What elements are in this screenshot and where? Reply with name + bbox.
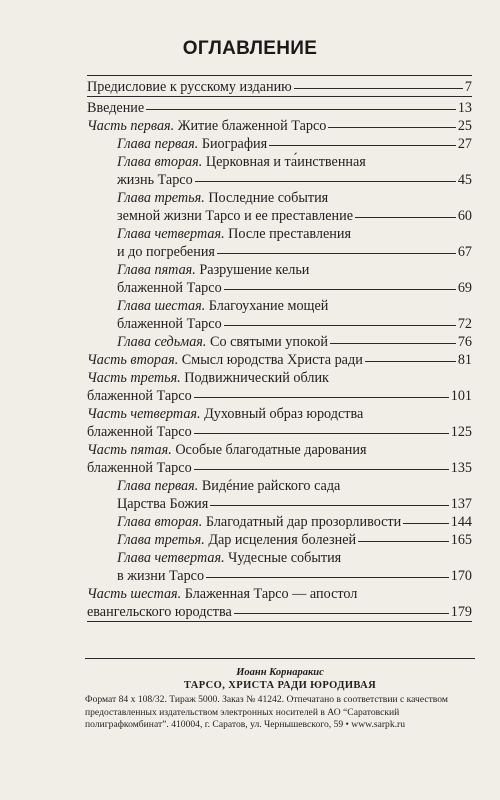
entry-label: Часть пятая. bbox=[87, 442, 172, 458]
page-title: ОГЛАВЛЕНИЕ bbox=[182, 38, 318, 59]
dot-leader bbox=[358, 541, 449, 542]
entry-page: 135 bbox=[450, 460, 472, 476]
entry-label: Глава пятая. bbox=[117, 262, 196, 278]
dot-leader bbox=[403, 523, 448, 524]
toc-entry: Глава шестая. Благоухание мощей блаженной Тарсо 72 bbox=[117, 298, 472, 332]
entry-label: Глава шестая. bbox=[117, 298, 206, 314]
entry-label: Глава третья. bbox=[117, 532, 205, 548]
toc-entry bbox=[87, 117, 472, 135]
imprint-details: Формат 84 х 108/32. Тираж 5000. Заказ № 41242. Отпечатано в соответствии с качеством предоставленных издательством электронных носителей в АО “Саратовский полиграфкомбинат”. 410004, г. Саратов, ул. Чернышевского, 59 • www.sarpk.ru bbox=[85, 694, 448, 730]
entry-page: 60 bbox=[457, 208, 472, 224]
toc-entry bbox=[87, 513, 472, 531]
imprint-book-title: ТАРСО, ХРИСТА РАДИ ЮРОДИВАЯ bbox=[183, 680, 377, 691]
dot-leader bbox=[328, 127, 455, 128]
dot-leader bbox=[294, 88, 463, 89]
entry-title: Предисловие к русскому изданию bbox=[87, 79, 292, 95]
toc-entry bbox=[87, 75, 472, 96]
dot-leader bbox=[206, 577, 449, 578]
toc-entry: Глава вторая. Церковная и та́инственная жизнь Тарсо 45 bbox=[117, 154, 472, 188]
toc-entry: Глава четвертая. Чудесные события в жизни Тарсо 170 bbox=[117, 550, 472, 584]
entry-label: Глава четвертая. bbox=[117, 226, 225, 242]
toc-entry bbox=[87, 351, 472, 369]
imprint-block bbox=[85, 658, 475, 732]
toc-entry bbox=[87, 333, 472, 351]
toc-entry: Глава четвертая. После преставления и до погребения 67 bbox=[117, 226, 472, 260]
entry-label: Глава вторая. bbox=[117, 154, 203, 170]
entry-page: 101 bbox=[450, 388, 472, 404]
toc-entry: Глава третья. Последние события земной жизни Тарсо и ее преставление 60 bbox=[117, 190, 472, 224]
entry-page: 69 bbox=[457, 280, 472, 296]
toc-entry bbox=[87, 531, 472, 549]
entry-page: 125 bbox=[450, 424, 472, 440]
table-of-contents bbox=[87, 75, 472, 622]
entry-page: 165 bbox=[450, 532, 472, 548]
entry-title: Биография bbox=[201, 136, 268, 152]
dot-leader bbox=[224, 289, 456, 290]
entry-page: 81 bbox=[457, 352, 472, 368]
entry-title: Введение bbox=[87, 100, 145, 116]
dot-leader bbox=[195, 181, 456, 182]
toc-entry: Глава пятая. Разрушение кельи блаженной Тарсо 69 bbox=[117, 262, 472, 296]
toc-entry: Часть третья. Подвижнический облик блаженной Тарсо 101 bbox=[87, 370, 472, 404]
toc-entry: Часть четвертая. Духовный образ юродства блаженной Тарсо 125 bbox=[87, 406, 472, 440]
entry-page: 67 bbox=[457, 244, 472, 260]
entry-page: 7 bbox=[464, 79, 472, 95]
toc-entry bbox=[87, 135, 472, 153]
entry-title: Дар исцеления болезней bbox=[208, 532, 357, 548]
entry-label: Глава вторая. bbox=[117, 514, 203, 530]
entry-page: 170 bbox=[450, 568, 472, 584]
dot-leader bbox=[217, 253, 456, 254]
entry-page: 76 bbox=[457, 334, 472, 350]
entry-page: 137 bbox=[450, 496, 472, 512]
entry-title: Смысл юродства Христа ради bbox=[181, 352, 363, 368]
entry-label: Часть третья. bbox=[87, 370, 181, 386]
entry-page: 179 bbox=[450, 604, 472, 620]
imprint-author: Иоанн Корнаракис bbox=[236, 667, 324, 678]
entry-page: 13 bbox=[457, 100, 472, 116]
entry-label: Глава первая. bbox=[117, 136, 199, 152]
toc-entry: Часть шестая. Блаженная Тарсо — апостол евангельского юродства 179 bbox=[87, 586, 472, 620]
dot-leader bbox=[194, 469, 449, 470]
toc-entry: Часть пятая. Особые благодатные дарования блаженной Тарсо 135 bbox=[87, 442, 472, 476]
entry-label: Глава первая. bbox=[117, 478, 199, 494]
dot-leader bbox=[210, 505, 448, 506]
dot-leader bbox=[194, 397, 449, 398]
entry-label: Часть шестая. bbox=[87, 586, 182, 602]
entry-label: Часть четвертая. bbox=[87, 406, 201, 422]
entry-label: Глава седьмая. bbox=[117, 334, 207, 350]
entry-page: 25 bbox=[457, 118, 472, 134]
entry-label: Часть первая. bbox=[87, 118, 175, 134]
dot-leader bbox=[355, 217, 456, 218]
entry-label: Часть вторая. bbox=[87, 352, 179, 368]
entry-page: 144 bbox=[450, 514, 472, 530]
entry-title: Благодатный дар прозорливости bbox=[205, 514, 402, 530]
entry-label: Глава третья. bbox=[117, 190, 205, 206]
dot-leader bbox=[146, 109, 456, 110]
dot-leader bbox=[269, 145, 456, 146]
entry-page: 72 bbox=[457, 316, 472, 332]
dot-leader bbox=[194, 433, 449, 434]
dot-leader bbox=[234, 613, 449, 614]
entry-page: 27 bbox=[457, 136, 472, 152]
toc-entry: Глава первая. Видéние райского сада Царства Божия 137 bbox=[117, 478, 472, 512]
toc-entry bbox=[87, 96, 472, 117]
dot-leader bbox=[224, 325, 456, 326]
dot-leader bbox=[330, 343, 456, 344]
entry-label: Глава четвертая. bbox=[117, 550, 225, 566]
entry-title: Со святыми упокой bbox=[210, 334, 328, 350]
entry-page: 45 bbox=[457, 172, 472, 188]
entry-title: Житие блаженной Тарсо bbox=[177, 118, 327, 134]
dot-leader bbox=[365, 361, 456, 362]
